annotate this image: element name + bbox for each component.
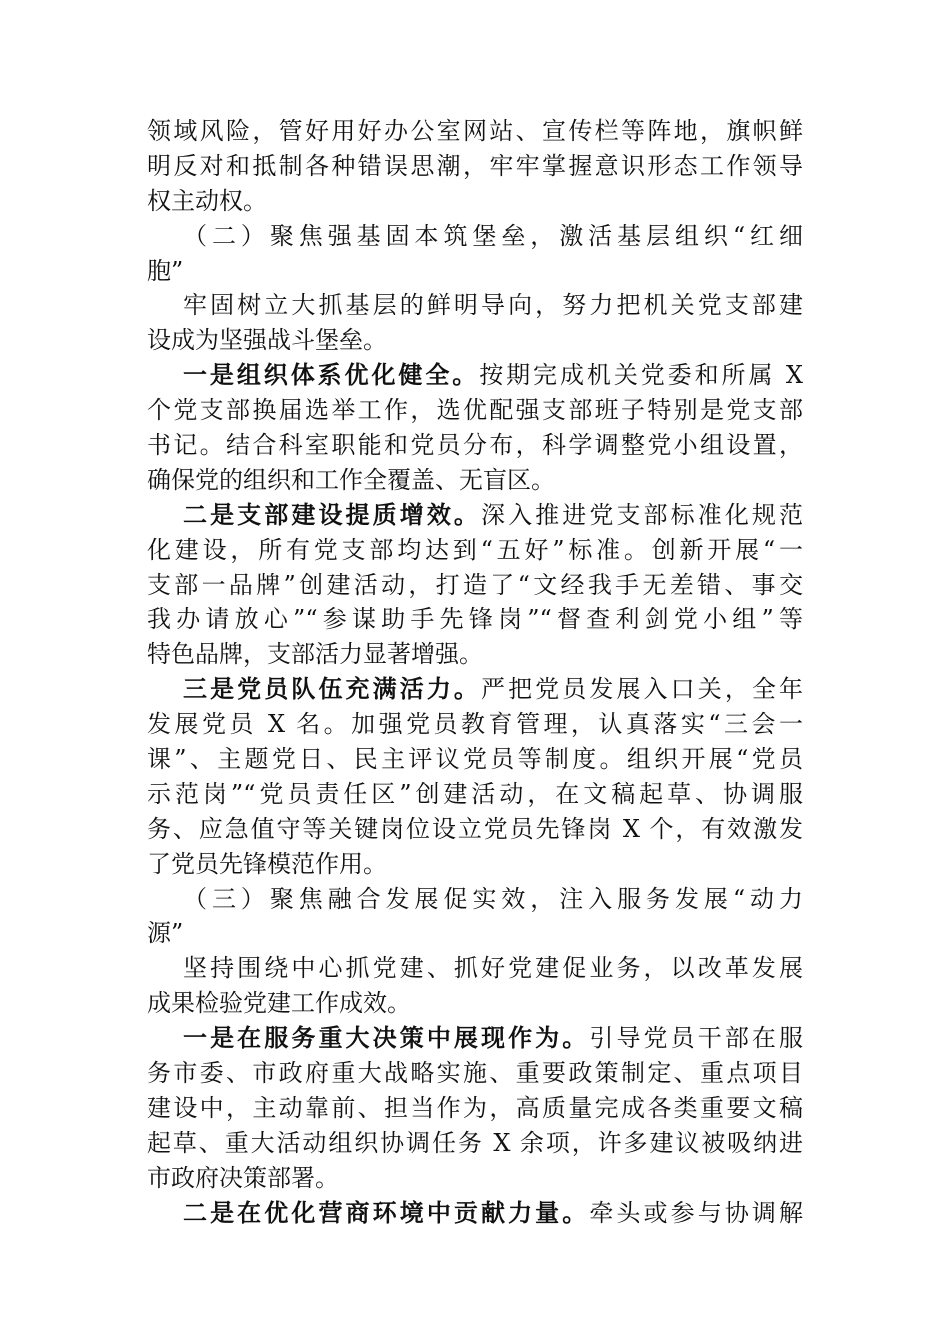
paragraph — [147, 114, 803, 219]
text-line — [147, 428, 803, 463]
line-text: 示范岗”“党员责任区”创建活动，在文稿起草、协调服 — [147, 779, 803, 808]
text-line — [147, 323, 803, 358]
line-text: 胞” — [147, 256, 184, 285]
text-line — [147, 707, 803, 742]
line-text: 源” — [147, 919, 184, 948]
text-line — [147, 742, 803, 777]
text-line — [147, 184, 803, 219]
text-line — [147, 602, 803, 637]
line-text: 确保党的组织和工作全覆盖、无盲区。 — [147, 465, 555, 494]
text-line — [147, 1056, 803, 1091]
line-text: 我办请放心”“参谋助手先锋岗”“督查利剑党小组”等 — [147, 605, 803, 634]
text-line — [147, 498, 803, 533]
text-line — [147, 219, 803, 254]
paragraph — [147, 1021, 803, 1195]
paragraph — [147, 672, 803, 881]
text-line — [147, 672, 803, 707]
text-line — [147, 847, 803, 882]
bold-lead-phrase: 三是党员队伍充满活力。 — [183, 674, 481, 704]
text-line — [147, 393, 803, 428]
paragraph — [147, 951, 803, 1021]
text-line — [147, 916, 803, 951]
line-text: 深入推进党支部标准化规范 — [481, 500, 803, 529]
line-text: 课”、主题党日、民主评议党员等制度。组织开展“党员 — [147, 745, 803, 774]
line-text: 按期完成机关党委和所属 X — [479, 361, 804, 390]
text-line — [147, 114, 803, 149]
line-text: 牵头或参与协调解 — [589, 1198, 804, 1227]
bold-lead-phrase: 二是支部建设提质增效。 — [183, 499, 481, 529]
text-line — [147, 777, 803, 812]
line-text: 明反对和抵制各种错误思潮，牢牢掌握意识形态工作领导 — [147, 151, 803, 180]
line-text: （三）聚焦融合发展促实效，注入服务发展“动力 — [183, 884, 803, 913]
section-heading — [147, 219, 803, 289]
line-text: 特色品牌，支部活力显著增强。 — [147, 640, 483, 669]
line-text: 了党员先锋模范作用。 — [147, 849, 387, 878]
line-text: 设成为坚强战斗堡垒。 — [147, 326, 387, 355]
paragraph — [147, 288, 803, 358]
paragraph — [147, 1196, 803, 1231]
line-text: 成果检验党建工作成效。 — [147, 989, 411, 1018]
text-line — [147, 254, 803, 289]
line-text: 市政府决策部署。 — [147, 1163, 339, 1192]
line-text: 领域风险，管好用好办公室网站、宣传栏等阵地，旗帜鲜 — [147, 117, 803, 145]
text-line — [147, 533, 803, 568]
line-text: 发展党员 X 名。加强党员教育管理，认真落实“三会一 — [147, 710, 803, 739]
text-line — [147, 1196, 803, 1231]
text-line — [147, 1091, 803, 1126]
document-page — [147, 114, 803, 1231]
text-line — [147, 463, 803, 498]
text-line — [147, 986, 803, 1021]
line-text: 化建设，所有党支部均达到“五好”标准。创新开展“一 — [147, 535, 803, 564]
line-text: （二）聚焦强基固本筑堡垒，激活基层组织“红细 — [183, 221, 803, 250]
bold-lead-phrase: 一是组织体系优化健全。 — [183, 360, 480, 390]
text-line — [147, 288, 803, 323]
text-line — [147, 882, 803, 917]
text-line — [147, 951, 803, 986]
bold-lead-phrase: 一是在服务重大决策中展现作为。 — [183, 1023, 590, 1053]
text-line — [147, 812, 803, 847]
line-text: 支部一品牌”创建活动，打造了“文经我手无差错、事交 — [147, 570, 803, 599]
text-line — [147, 358, 803, 393]
text-line — [147, 1021, 803, 1056]
line-text: 务、应急值守等关键岗位设立党员先锋岗 X 个，有效激发 — [147, 814, 803, 843]
text-line — [147, 568, 803, 603]
line-text: 起草、重大活动组织协调任务 X 余项，许多建议被吸纳进 — [147, 1128, 803, 1157]
line-text: 建设中，主动靠前、担当作为，高质量完成各类重要文稿 — [147, 1093, 803, 1122]
paragraph — [147, 498, 803, 672]
line-text: 权主动权。 — [147, 186, 267, 215]
text-line — [147, 637, 803, 672]
bold-lead-phrase: 二是在优化营商环境中贡献力量。 — [183, 1197, 590, 1227]
line-text: 个党支部换届选举工作，选优配强支部班子特别是党支部 — [147, 396, 803, 425]
line-text: 务市委、市政府重大战略实施、重要政策制定、重点项目 — [147, 1059, 803, 1088]
line-text: 书记。结合科室职能和党员分布，科学调整党小组设置， — [147, 431, 803, 460]
line-text: 引导党员干部在服 — [589, 1024, 804, 1053]
text-line — [147, 1126, 803, 1161]
section-heading — [147, 882, 803, 952]
text-line — [147, 149, 803, 184]
paragraph — [147, 358, 803, 498]
text-line — [147, 1161, 803, 1196]
line-text: 牢固树立大抓基层的鲜明导向，努力把机关党支部建 — [183, 291, 803, 320]
line-text: 坚持围绕中心抓党建、抓好党建促业务，以改革发展 — [183, 954, 803, 983]
line-text: 严把党员发展入口关，全年 — [481, 675, 803, 704]
